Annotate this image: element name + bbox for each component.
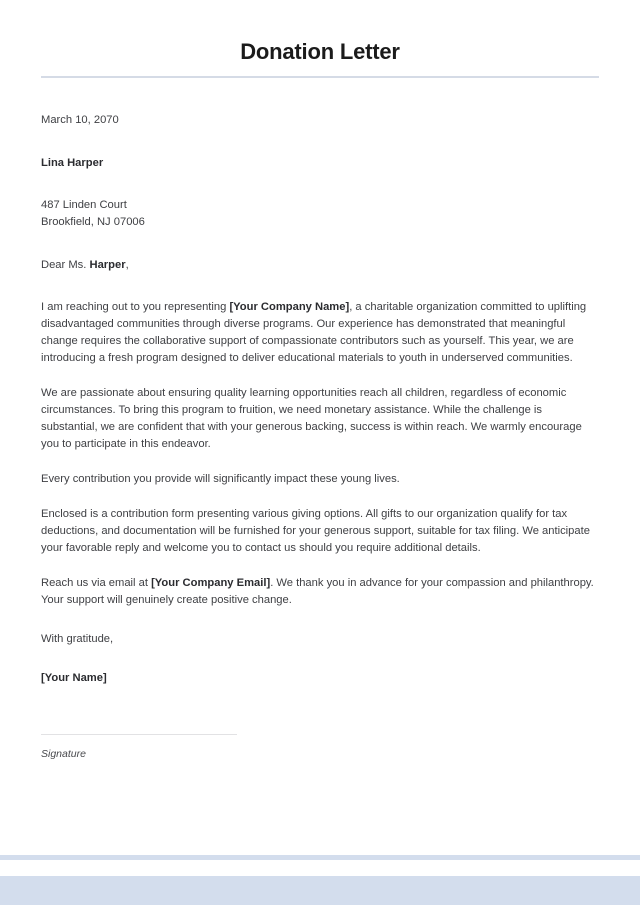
signature-label: Signature	[41, 748, 86, 760]
recipient-address-line-1: 487 Linden Court	[41, 199, 127, 211]
company-name-placeholder: [Your Company Name]	[229, 301, 350, 313]
closing-line: With gratitude,	[41, 633, 114, 645]
signature-block	[41, 734, 237, 763]
letter-body	[41, 112, 599, 763]
paragraph-1-text-before: I am reaching out to you representing	[41, 301, 230, 313]
salutation-suffix: ,	[125, 259, 129, 271]
company-email-placeholder: [Your Company Email]	[151, 577, 271, 589]
body-paragraph-4: Enclosed is a contribution form presenting various giving options. All gifts to our organization qualify for tax deductions, and documentation will be furnished for your generous support, suitable for tax filing. We anticipate your favorable reply and welcome you to contact us should you require additional details.	[41, 508, 590, 554]
letter-date: March 10, 2070	[41, 114, 119, 126]
salutation	[41, 257, 599, 274]
page-title: Donation Letter	[240, 39, 400, 64]
salutation-recipient-name: Harper	[89, 259, 126, 271]
recipient-address	[41, 197, 599, 231]
footer-accent-band	[0, 876, 640, 905]
paragraph-1-text-after: , a charitable organization committed to uplifting disadvantaged communities through diverse programs. Our experience has demonstrated that meaningful change requires the collaborative support of compassionate contributors such as yourself. This year, we are introducing a fresh program designed to deliver educational materials to youth in underserved communities.	[41, 301, 587, 364]
paragraph-5-text-after: . We thank you in advance for your compassion and philanthropy. Your support will genuinely create positive change.	[41, 577, 594, 606]
title-divider	[41, 76, 599, 78]
paragraph-5-text-before: Reach us via email at	[41, 577, 152, 589]
recipient-address-line-2: Brookfield, NJ 07006	[41, 216, 145, 228]
recipient-name: Lina Harper	[41, 157, 104, 169]
body-paragraph-1	[41, 299, 599, 367]
salutation-prefix: Dear Ms.	[41, 259, 90, 271]
footer-accent-strip	[0, 855, 640, 860]
sender-name-placeholder: [Your Name]	[41, 672, 107, 684]
body-paragraph-2: We are passionate about ensuring quality learning opportunities reach all children, regardless of economic circumstances. To bring this program to fruition, we need monetary assistance. While the challenge is substantial, we are confident that with your generous backing, success is within reach. We warmly encourage you to participate in this endeavor.	[41, 387, 582, 450]
signature-line	[41, 734, 237, 735]
body-paragraph-5	[41, 575, 599, 609]
body-paragraph-3: Every contribution you provide will significantly impact these young lives.	[41, 473, 400, 485]
